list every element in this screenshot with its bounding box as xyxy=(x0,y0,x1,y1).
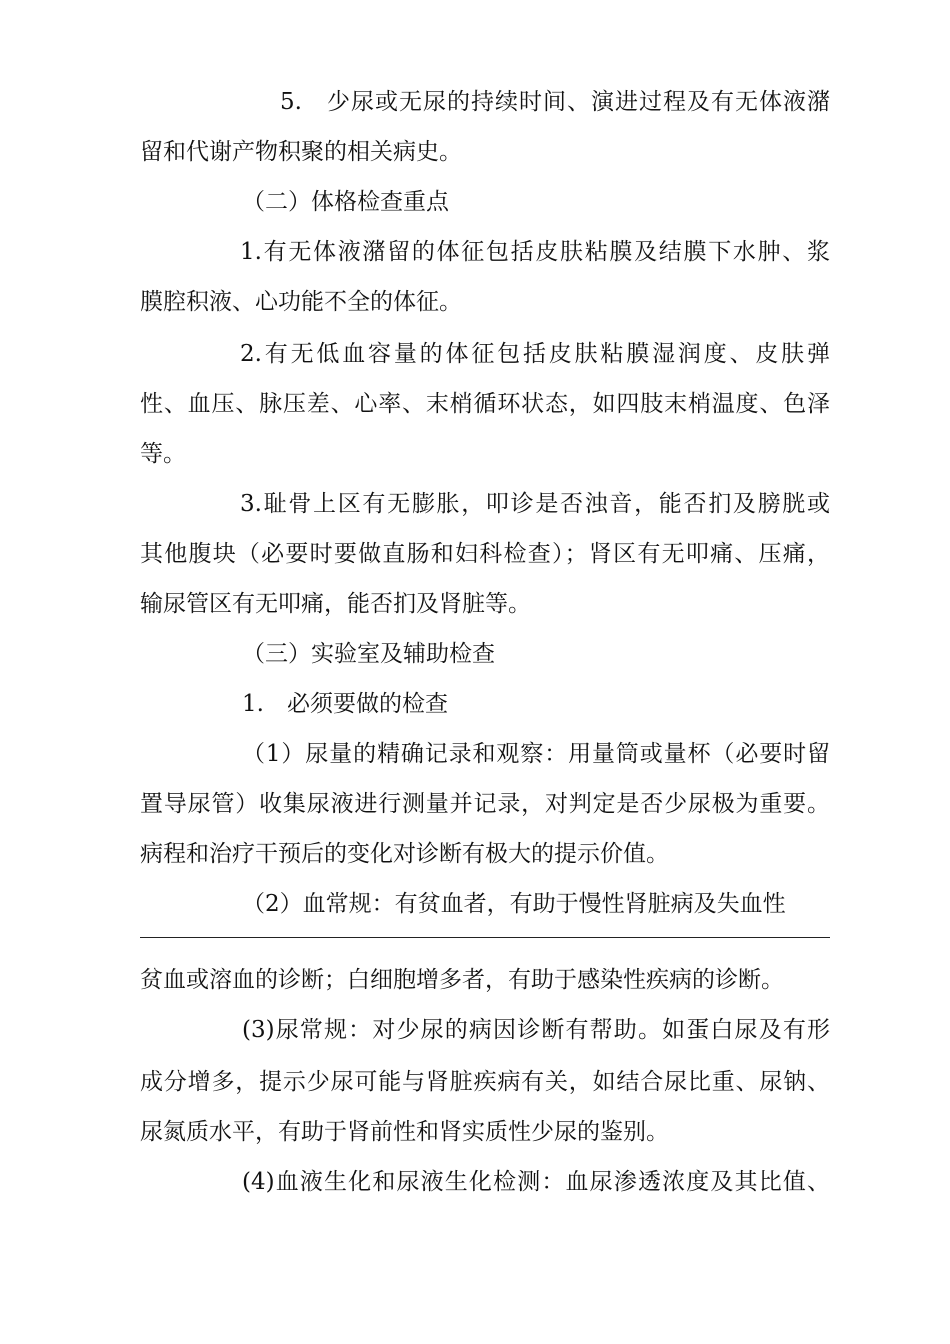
paragraph-line: 尿氮质水平，有助于肾前性和肾实质性少尿的鉴别。 xyxy=(140,1119,669,1145)
paragraph-line: 其他腹块（必要时要做直肠和妇科检查）；肾区有无叩痛、压痛， xyxy=(140,541,830,567)
paragraph-line: （2）血常规：有贫血者，有助于慢性肾脏病及失血性 xyxy=(242,891,786,917)
paragraph-line: 贫血或溶血的诊断；白细胞增多者，有助于感染性疾病的诊断。 xyxy=(140,967,784,993)
paragraph-line: 膜腔积液、心功能不全的体征。 xyxy=(140,289,462,315)
paragraph-line: (4)血液生化和尿液生化检测：血尿渗透浓度及其比值、 xyxy=(242,1169,830,1195)
paragraph-line: 2.有无低血容量的体征包括皮肤粘膜湿润度、皮肤弹 xyxy=(240,341,830,367)
paragraph-line: 输尿管区有无叩痛，能否扪及肾脏等。 xyxy=(140,591,531,617)
paragraph-line: 置导尿管）收集尿液进行测量并记录，对判定是否少尿极为重要。 xyxy=(140,791,830,817)
paragraph-line: 5. 少尿或无尿的持续时间、演进过程及有无体液潴 xyxy=(280,89,830,115)
paragraph-line: 病程和治疗干预后的变化对诊断有极大的提示价值。 xyxy=(140,841,669,867)
paragraph-line: （1）尿量的精确记录和观察：用量筒或量杯（必要时留 xyxy=(242,741,830,767)
section-heading: （二）体格检查重点 xyxy=(242,189,449,215)
section-heading: （三）实验室及辅助检查 xyxy=(242,641,495,667)
paragraph-line: 3.耻骨上区有无膨胀，叩诊是否浊音，能否扪及膀胱或 xyxy=(240,491,830,517)
paragraph-line: 成分增多，提示少尿可能与肾脏疾病有关，如结合尿比重、尿钠、 xyxy=(140,1069,830,1095)
paragraph-line: 等。 xyxy=(140,441,186,467)
subsection-heading: 1. 必须要做的检查 xyxy=(242,691,448,717)
paragraph-line: (3)尿常规：对少尿的病因诊断有帮助。如蛋白尿及有形 xyxy=(242,1017,830,1043)
paragraph-line: 1.有无体液潴留的体征包括皮肤粘膜及结膜下水肿、浆 xyxy=(240,239,830,265)
paragraph-line: 留和代谢产物积聚的相关病史。 xyxy=(140,139,462,165)
page-break-divider xyxy=(140,937,830,938)
paragraph-line: 性、血压、脉压差、心率、末梢循环状态，如四肢末梢温度、色泽 xyxy=(140,391,830,417)
